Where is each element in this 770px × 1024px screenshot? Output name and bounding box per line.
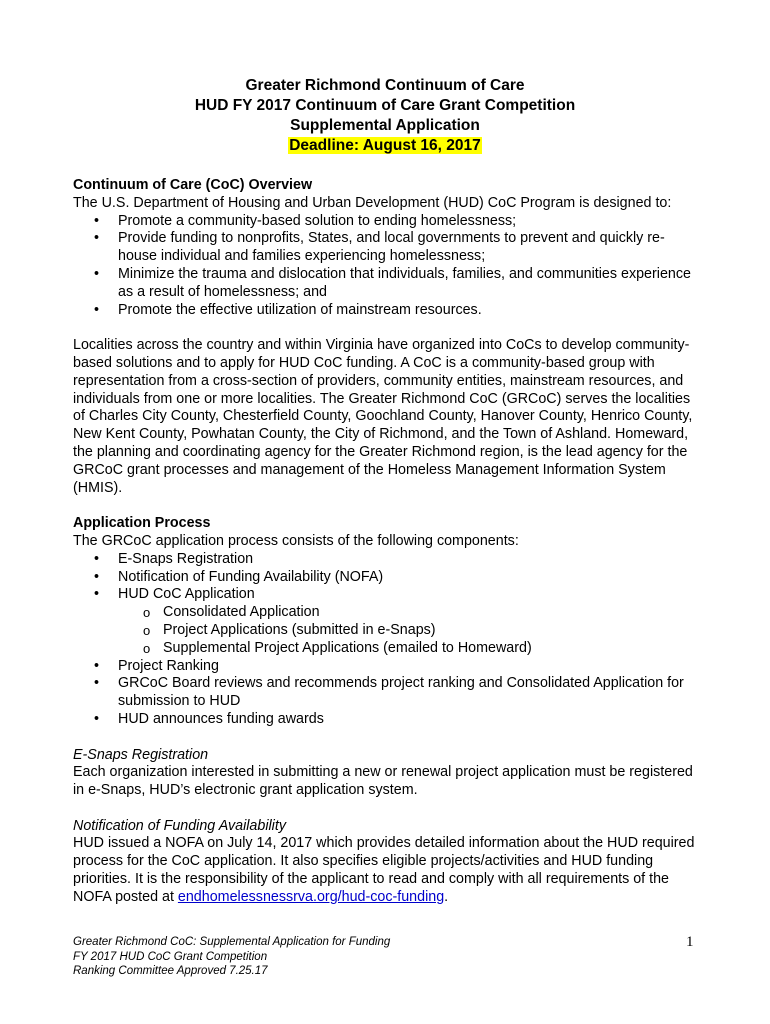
- footer-line-2: FY 2017 HUD CoC Grant Competition: [73, 950, 268, 963]
- nofa-link[interactable]: endhomelessnessrva.org/hud-coc-funding: [177, 888, 445, 905]
- footer-line-1: Greater Richmond CoC: Supplemental Application for Funding: [73, 936, 391, 948]
- list-item-label: HUD CoC Application: [118, 586, 255, 603]
- list-item: • Notification of Funding Availability (NOFA): [73, 569, 703, 587]
- list-item: [73, 586, 703, 657]
- overview-bullet-list: [73, 213, 703, 320]
- overview-paragraph: Localities across the country and within Virginia have organized into CoCs to develop community-based solutions and to apply for HUD CoC funding. A CoC is a community-based group with representation from a cross-section of providers, community entities, mainstream resources, and individuals from one or more localities. The Greater Richmond CoC (GRCoC) serves the localities of Charles City County, Chesterfield County, Goochland County, Hanover County, Henrico County, New Kent County, Powhatan County, the City of Richmond, and the Town of Ashland. Homeward, the planning and coordinating agency for the Greater Richmond region, is the lead agency for the GRCoC grant processes and management of the Homeless Management Information System (HMIS).: [73, 337, 693, 496]
- deadline: Deadline: August 16, 2017: [289, 137, 481, 154]
- overview-heading: Continuum of Care (CoC) Overview: [73, 177, 313, 193]
- list-item: • E-Snaps Registration: [73, 551, 703, 569]
- document-header: [0, 76, 770, 156]
- list-item: • HUD announces funding awards: [73, 711, 703, 729]
- sub-list-item: o Supplemental Project Applications (emailed to Homeward): [118, 640, 703, 658]
- esnaps-heading: E-Snaps Registration: [73, 746, 209, 763]
- application-title: Supplemental Application: [290, 117, 480, 134]
- footer-line-3: Ranking Committee Approved 7.25.17: [73, 965, 268, 977]
- document-footer: [73, 935, 703, 979]
- nofa-text: [73, 835, 703, 906]
- document-body: [73, 177, 703, 907]
- nofa-text-end: .: [444, 888, 449, 905]
- list-item: • Promote a community-based solution to ending homelessness;: [73, 213, 703, 231]
- list-item: • Provide funding to nonprofits, States, and local governments to prevent and quickly re-house individual and families experiencing homelessness;: [73, 230, 703, 266]
- overview-intro: The U.S. Department of Housing and Urban Development (HUD) CoC Program is designed to:: [73, 194, 672, 211]
- sub-list-item: o Project Applications (submitted in e-Snaps): [118, 622, 703, 640]
- org-title: Greater Richmond Continuum of Care: [245, 77, 525, 94]
- list-item: • GRCoC Board reviews and recommends project ranking and Consolidated Application for submission to HUD: [73, 675, 703, 711]
- nofa-heading: Notification of Funding Availability: [73, 817, 286, 834]
- page-number: 1: [686, 934, 694, 950]
- process-heading: Application Process: [73, 515, 211, 532]
- nofa-text-body: HUD issued a NOFA on July 14, 2017 which provides detailed information about the HUD required process for the CoC application. It also specifies eligible projects/activities and HUD funding priorities. It is the responsibility of the applicant to read and comply with all requirements of the NOFA posted at: [73, 835, 695, 905]
- list-item: • Project Ranking: [73, 658, 703, 676]
- competition-title: HUD FY 2017 Continuum of Care Grant Competition: [194, 97, 576, 114]
- sub-bullet-list: [118, 604, 703, 657]
- process-bullet-list: [73, 551, 703, 729]
- list-item: • Minimize the trauma and dislocation that individuals, families, and communities experience as a result of homelessness; and: [73, 266, 703, 302]
- process-intro: The GRCoC application process consists of the following components:: [73, 532, 519, 549]
- list-item: • Promote the effective utilization of mainstream resources.: [73, 302, 703, 320]
- esnaps-text: Each organization interested in submitting a new or renewal project application must be registered in e-Snaps, HUD’s electronic grant application system.: [73, 764, 693, 799]
- sub-list-item: o Consolidated Application: [118, 604, 703, 622]
